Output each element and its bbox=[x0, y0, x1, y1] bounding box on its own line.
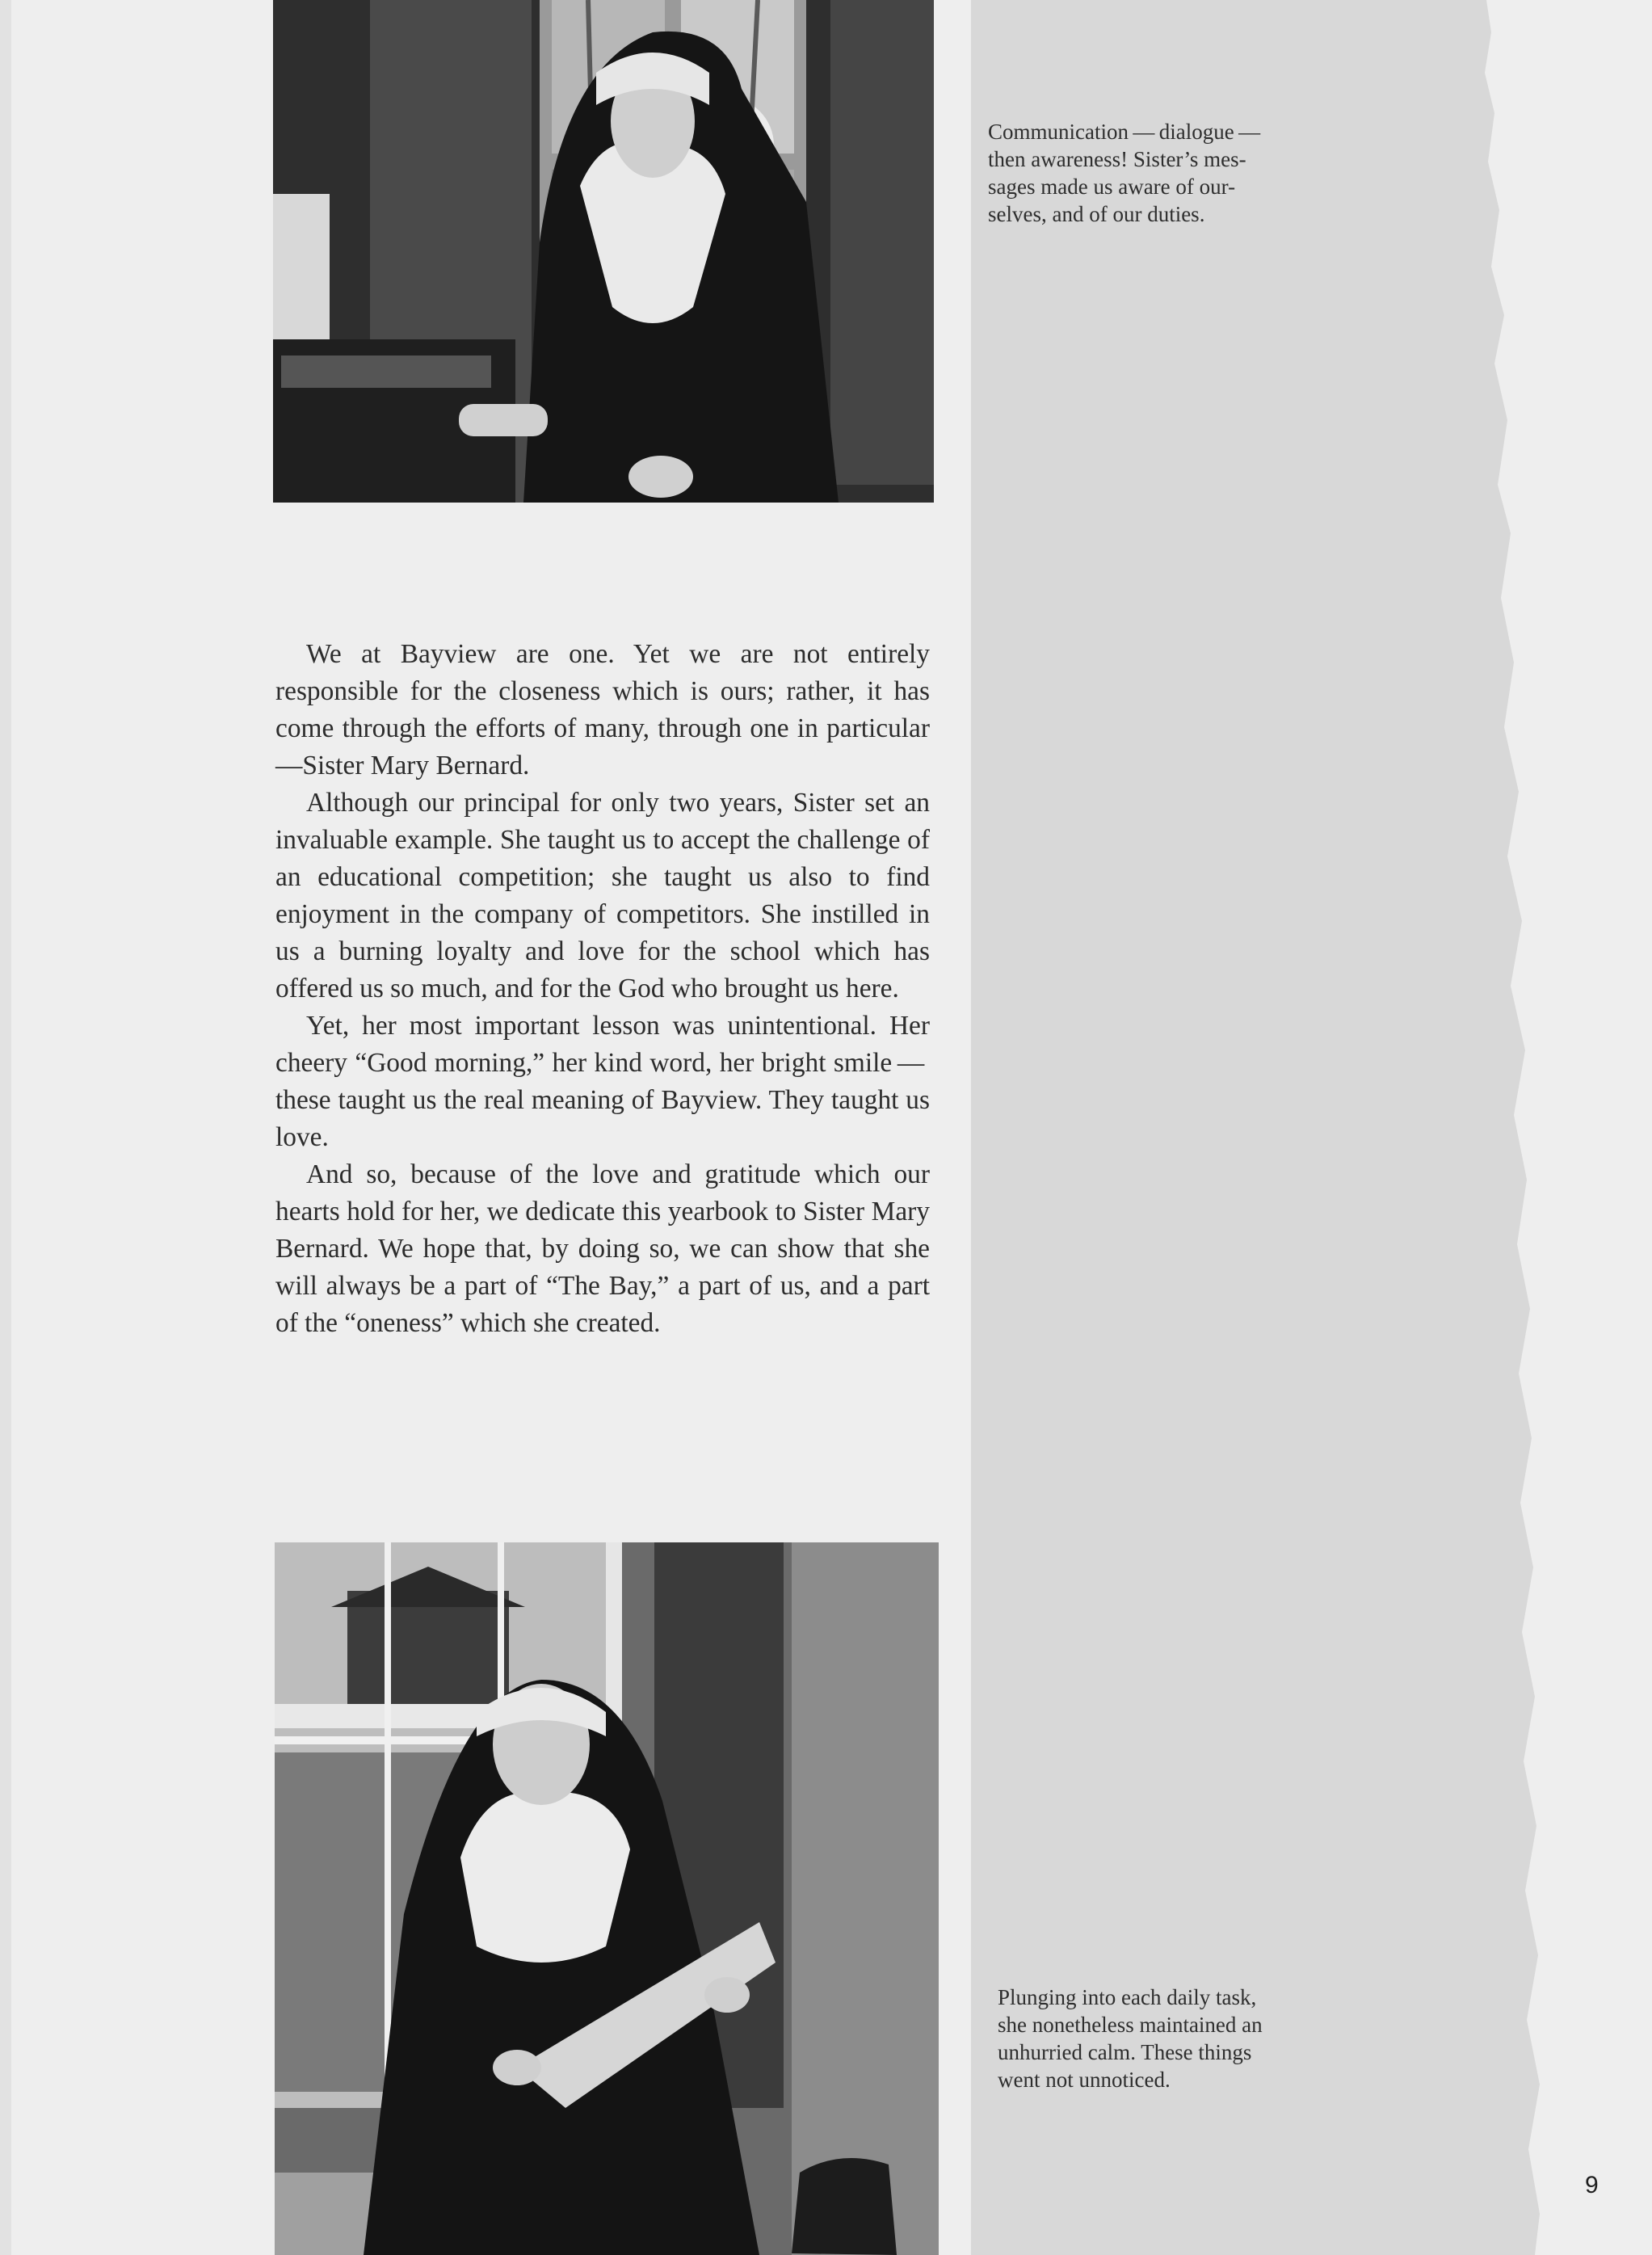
page-number: 9 bbox=[1585, 2172, 1599, 2198]
dedication-text bbox=[275, 636, 930, 1342]
caption-top-line: then awareness! Sister’s mes- bbox=[988, 147, 1246, 171]
caption-bottom-line: went not unnoticed. bbox=[998, 2068, 1171, 2092]
caption-top-line: Communication — dialogue — bbox=[988, 120, 1261, 144]
caption-top-line: selves, and of our duties. bbox=[988, 202, 1205, 226]
gray-panel bbox=[971, 0, 1540, 2255]
caption-bottom-line: she nonetheless maintained an bbox=[998, 2013, 1263, 2037]
photo-nun-record-player bbox=[273, 0, 934, 503]
caption-bottom-line: unhurried calm. These things bbox=[998, 2040, 1252, 2064]
caption-bottom bbox=[998, 1984, 1329, 2093]
caption-bottom-line: Plunging into each daily task, bbox=[998, 1985, 1257, 2009]
caption-top-line: sages made us aware of our- bbox=[988, 175, 1236, 199]
dedication-paragraph: We at Bayview are one. Yet we are not entirely responsible for the closeness which is ours; rather, it has come through the efforts of many, through one in particular—Sister Mary Bernard. bbox=[275, 639, 930, 780]
caption-top bbox=[988, 118, 1319, 228]
dedication-paragraph: Yet, her most important lesson was unintentional. Her cheery “Good morning,” her kind word, her bright smile — these taught us the real meaning of Bayview. They taught us love. bbox=[275, 1011, 930, 1152]
dedication-paragraph: And so, because of the love and gratitude which our hearts hold for her, we dedicate this yearbook to Sister Mary Bernard. We hope that, by doing so, we can show that she will always be a part of “The Bay,” a part of us, and a part of the “oneness” which she created. bbox=[275, 1159, 930, 1338]
dedication-paragraph: Although our principal for only two years, Sister set an invaluable example. She taught us to accept the challenge of an educational competition; she taught us also to find enjoyment in the company of competitors. She instilled in us a burning loyalty and love for the school which has offered us so much, and for the God who brought us here. bbox=[275, 788, 930, 1003]
photo-nun-reading bbox=[275, 1542, 939, 2255]
